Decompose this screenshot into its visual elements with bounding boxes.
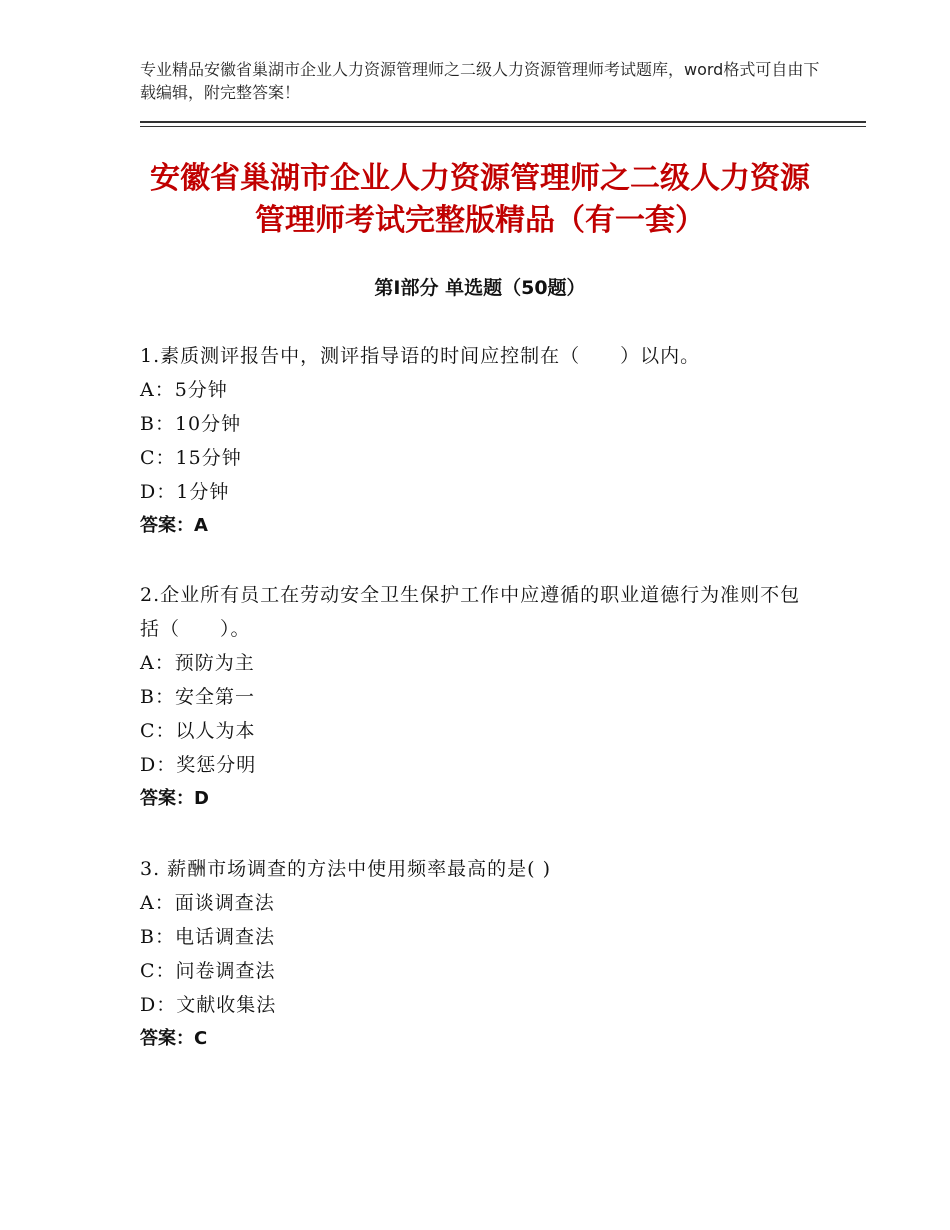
option-d: D：奖惩分明 xyxy=(140,754,257,776)
option-c: C：15分钟 xyxy=(140,447,242,469)
option-b: B：电话调查法 xyxy=(140,926,275,948)
option-a: A：5分钟 xyxy=(140,379,228,401)
document-title: 安徽省巢湖市企业人力资源管理师之二级人力资源管理师考试完整版精品（有一套） xyxy=(150,161,810,238)
question-3 xyxy=(140,852,820,1056)
option-d: D：文献收集法 xyxy=(140,994,277,1016)
option-c: C：以人为本 xyxy=(140,720,256,742)
option-d: D：1分钟 xyxy=(140,481,230,503)
question-text: 1.素质测评报告中，测评指导语的时间应控制在（ ）以内。 xyxy=(140,345,701,367)
option-c: C：问卷调查法 xyxy=(140,960,276,982)
option-b: B：10分钟 xyxy=(140,413,242,435)
option-a: A：面谈调查法 xyxy=(140,892,275,914)
section-heading: 第Ⅰ部分 单选题（50题） xyxy=(374,277,586,299)
option-a: A：预防为主 xyxy=(140,652,255,674)
question-2 xyxy=(140,578,820,816)
question-text: 3. 薪酬市场调查的方法中使用频率最高的是( ) xyxy=(140,858,552,880)
header-note: 专业精品安徽省巢湖市企业人力资源管理师之二级人力资源管理师考试题库，word格式可自由下载编辑，附完整答案！ xyxy=(140,60,820,102)
answer-line: 答案：A xyxy=(140,515,208,536)
header-divider-thin xyxy=(140,126,866,127)
answer-line: 答案：C xyxy=(140,1028,208,1049)
answer-line: 答案：D xyxy=(140,788,209,809)
header-divider-thick xyxy=(140,121,866,123)
option-b: B：安全第一 xyxy=(140,686,255,708)
question-1 xyxy=(140,339,820,543)
question-text: 2.企业所有员工在劳动安全卫生保护工作中应遵循的职业道德行为准则不包括（ ）。 xyxy=(140,584,801,640)
